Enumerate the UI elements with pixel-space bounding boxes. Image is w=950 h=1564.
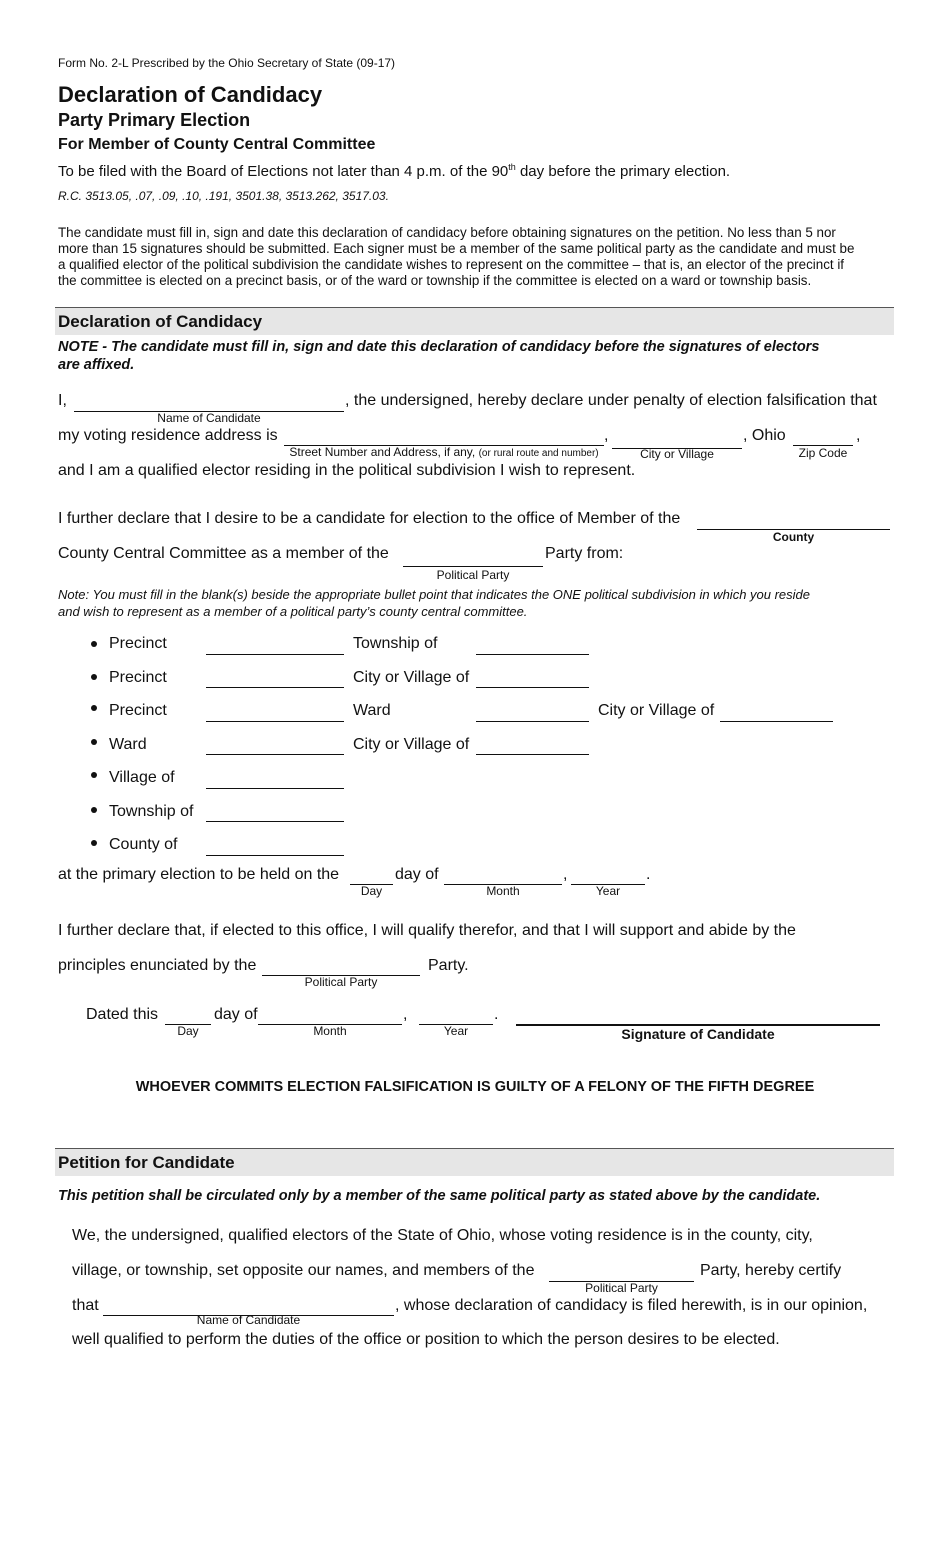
option-township-of: Township of <box>353 635 438 652</box>
city-village-2-field[interactable] <box>476 687 589 688</box>
township-1-field[interactable] <box>476 654 589 655</box>
petition-name-caption: Name of Candidate <box>196 1313 301 1327</box>
bullet-1 <box>91 641 97 647</box>
further-declare-text: I further declare that I desire to be a candidate for election to the office of Member of the <box>58 510 681 527</box>
election-month-caption: Month <box>486 884 520 898</box>
bullet-7 <box>91 840 97 846</box>
bullet-6 <box>91 807 97 813</box>
option-city-village-3: City or Village of <box>598 702 715 719</box>
intro-paragraph: The candidate must fill in, sign and date this declaration of candidacy before obtaining signatures on the petition. No less than 5 nor more than 15 signatures should be submitted. Each signer must be a member of the same political party as the candidate and must be a qualified elector of the political subdivision the candidate wishes to represent on the committee – that is, an elector of the precinct if the committee is elected on a precinct basis, or of the ward or township if the committee is elected on a ward or township basis. <box>58 225 855 288</box>
signature-caption: Signature of Candidate <box>621 1026 775 1042</box>
subdivision-note: Note: You must fill in the blank(s) beside the appropriate bullet point that indicates the ONE political subdivision in which you reside and wish to represent as a member of a political party’s county central committee. <box>58 587 811 619</box>
ward-4-field[interactable] <box>206 754 344 755</box>
bullet-5 <box>91 772 97 778</box>
dated-year-caption: Year <box>443 1024 469 1038</box>
county-caption: County <box>772 530 815 544</box>
option-precinct-3: Precinct <box>109 702 167 719</box>
city-village-3-field[interactable] <box>720 721 833 722</box>
petition-heading: Petition for Candidate <box>58 1153 235 1172</box>
zip-caption: Zip Code <box>798 446 848 460</box>
dated-this-text: Dated this <box>86 1006 159 1023</box>
period-2: . <box>494 1006 499 1023</box>
petition-party-caption: Political Party <box>585 1281 658 1295</box>
precinct-2-field[interactable] <box>206 687 344 688</box>
option-precinct-1: Precinct <box>109 635 167 652</box>
period-1: . <box>646 866 651 883</box>
qualified-text: and I am a qualified elector residing in the political subdivision I wish to represent. <box>58 462 636 479</box>
statutes: R.C. 3513.05, .07, .09, .10, .191, 3501.38, 3513.262, 3517.03. <box>58 189 389 203</box>
precinct-3-field[interactable] <box>206 721 344 722</box>
option-township-of-6: Township of <box>109 803 194 820</box>
day-of-text: day of <box>395 866 439 883</box>
petition-line-1: We, the undersigned, qualified electors of the State of Ohio, whose voting residence is in the county, city, <box>72 1227 813 1244</box>
dated-month-caption: Month <box>313 1024 347 1038</box>
comma-4: , <box>403 1006 408 1023</box>
election-day-caption: Day <box>360 884 383 898</box>
option-village-of: Village of <box>109 769 175 786</box>
county-committee-text: County Central Committee as a member of the <box>58 545 389 562</box>
bullet-4 <box>91 739 97 745</box>
option-county-of: County of <box>109 836 178 853</box>
name-caption: Name of Candidate <box>157 411 261 425</box>
form-title: Declaration of Candidacy <box>58 82 323 107</box>
form-number: Form No. 2-L Prescribed by the Ohio Secretary of State (09-17) <box>58 56 396 70</box>
undersigned-text: , the undersigned, hereby declare under penalty of election falsification that <box>345 392 877 409</box>
bullet-2 <box>91 674 97 680</box>
party-from-text: Party from: <box>545 545 624 562</box>
form-subtitle: Party Primary Election <box>58 110 251 130</box>
filing-deadline: To be filed with the Board of Elections not later than 4 p.m. of the 90th day before the primary election. <box>58 162 731 180</box>
dated-day-caption: Day <box>177 1024 199 1038</box>
party-word: Party. <box>428 957 469 974</box>
petition-line-4: well qualified to perform the duties of the office or position to which the person desires to be elected. <box>72 1331 780 1348</box>
village-field[interactable] <box>206 788 344 789</box>
option-precinct-2: Precinct <box>109 669 167 686</box>
election-year-caption: Year <box>595 884 621 898</box>
principles-party-caption: Political Party <box>304 975 378 989</box>
i-label: I, <box>58 392 67 409</box>
city-caption: City or Village <box>640 447 714 461</box>
county-of-field[interactable] <box>206 855 344 856</box>
dated-day-of-text: day of <box>214 1006 258 1023</box>
ohio-label: , Ohio <box>743 427 786 444</box>
comma-1: , <box>604 427 609 444</box>
petition-line-3b: , whose declaration of candidacy is filed herewith, is in our opinion, <box>395 1297 868 1314</box>
qualify-text: I further declare that, if elected to this office, I will qualify therefor, and that I will support and abide by the <box>58 922 796 939</box>
petition-note: This petition shall be circulated only by a member of the same political party as stated above by the candidate. <box>58 1188 821 1204</box>
principles-text: principles enunciated by the <box>58 957 257 974</box>
option-city-village-4: City or Village of <box>353 736 470 753</box>
option-city-village-2: City or Village of <box>353 669 470 686</box>
option-ward-3: Ward <box>353 702 391 719</box>
political-party-field[interactable] <box>403 566 543 567</box>
option-ward-4: Ward <box>109 736 147 753</box>
street-caption: Street Number and Address, if any, (or rural route and number) <box>289 445 599 459</box>
petition-that: that <box>72 1297 99 1314</box>
form-subtitle-2: For Member of County Central Committee <box>58 136 376 153</box>
city-village-4-field[interactable] <box>476 754 589 755</box>
residence-label: my voting residence address is <box>58 427 278 444</box>
petition-line-2b: Party, hereby certify <box>700 1262 842 1279</box>
declaration-heading: Declaration of Candidacy <box>58 312 263 331</box>
bullet-3 <box>91 705 97 711</box>
comma-3: , <box>563 866 568 883</box>
party-caption: Political Party <box>436 568 510 582</box>
declaration-note: NOTE - The candidate must fill in, sign and date this declaration of candidacy before the signatures of electors are affixed. <box>58 339 820 373</box>
petition-line-2a: village, or township, set opposite our names, and members of the <box>72 1262 535 1279</box>
comma-2: , <box>856 427 861 444</box>
ward-3-field[interactable] <box>476 721 589 722</box>
primary-held-text: at the primary election to be held on the <box>58 866 340 883</box>
precinct-1-field[interactable] <box>206 654 344 655</box>
township-6-field[interactable] <box>206 821 344 822</box>
felony-warning: WHOEVER COMMITS ELECTION FALSIFICATION IS GUILTY OF A FELONY OF THE FIFTH DEGREE <box>135 1079 815 1095</box>
